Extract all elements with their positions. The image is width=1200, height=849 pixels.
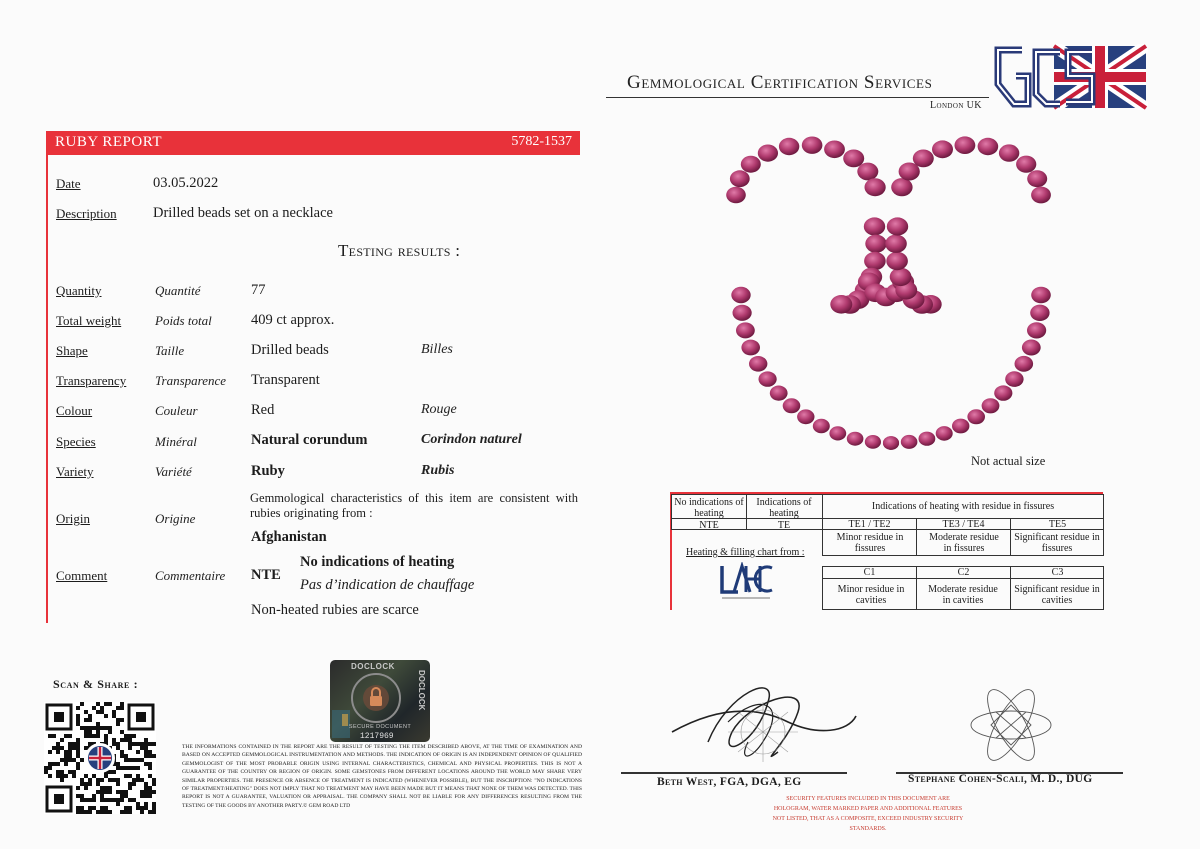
ruby-bead	[731, 287, 750, 303]
cavity-desc: Minor residue in cavities	[837, 584, 905, 606]
report-number: 5782-1537	[511, 134, 572, 149]
ruby-bead	[999, 144, 1019, 161]
row-value-fr: Corindon naturel	[421, 432, 522, 447]
col1-code: NTE	[699, 520, 719, 531]
header-divider	[606, 97, 989, 98]
ruby-bead	[730, 170, 750, 187]
report-border	[46, 155, 48, 623]
comment-code: NTE	[251, 567, 281, 583]
hologram-serial: 1217969	[360, 732, 394, 741]
row-value: Drilled beads	[251, 342, 329, 358]
row-label: Colour	[56, 403, 93, 418]
cavity-code: C2	[957, 567, 970, 578]
ruby-bead	[865, 178, 886, 196]
not-actual-size-caption: Not actual size	[971, 454, 1046, 468]
hologram-caption: SECURE DOCUMENT	[348, 724, 412, 730]
necklace-photo	[726, 135, 1056, 455]
row-label-fr: Variété	[155, 464, 192, 479]
origin-label-fr: Origine	[155, 511, 196, 526]
ruby-bead	[886, 252, 908, 270]
col1-title: No indications of heating	[674, 497, 744, 519]
row-label: Shape	[56, 343, 88, 358]
row-value: Red	[251, 402, 275, 418]
ruby-bead	[749, 356, 767, 372]
row-label-fr: Minéral	[155, 434, 197, 449]
row-label-fr: Taille	[155, 343, 185, 358]
origin-text: Gemmological characteristics of this item are consistent with rubies originating from :	[250, 491, 578, 520]
ruby-bead	[1016, 156, 1036, 173]
origin-value: Afghanistan	[251, 529, 327, 545]
comment-line2: Pas d’indication de chauffage	[300, 577, 475, 593]
hologram-brand-side: DOCLOCK	[417, 670, 426, 711]
hologram-brand: DOCLOCK	[351, 662, 395, 671]
ruby-bead	[901, 435, 918, 449]
fissure-code: TE1 / TE2	[848, 519, 891, 530]
signature-right-emblem	[968, 682, 1054, 768]
comment-label-fr: Commentaire	[155, 568, 226, 583]
cavity-desc: Moderate residue in cavities	[928, 584, 998, 606]
fissure-desc: Moderate residue in fissures	[929, 532, 999, 554]
lfg-logo	[716, 562, 776, 604]
row-value: 77	[251, 282, 266, 298]
comment-line1: No indications of heating	[300, 554, 455, 570]
company-location: London UK	[930, 100, 982, 111]
date-value: 03.05.2022	[153, 175, 219, 191]
row-value-fr: Rouge	[421, 402, 457, 417]
ruby-bead	[741, 156, 761, 173]
fissure-desc: Minor residue in fissures	[836, 532, 904, 554]
ruby-bead	[1027, 322, 1046, 338]
ruby-bead	[936, 426, 953, 441]
description-value: Drilled beads set on a necklace	[153, 205, 333, 221]
ruby-bead	[865, 435, 881, 449]
ruby-bead	[824, 141, 845, 159]
ruby-bead	[829, 426, 846, 440]
scan-share-label: Scan & Share :	[53, 677, 139, 691]
ruby-bead	[783, 398, 801, 413]
signature-name-left: Beth West, FGA, DGA, EG	[657, 776, 802, 788]
row-value: Transparent	[251, 372, 320, 388]
description-label: Description	[56, 206, 117, 221]
residue-title: Indications of heating with residue in fissures	[871, 501, 1055, 512]
ruby-bead	[1027, 170, 1047, 187]
ruby-bead	[843, 150, 864, 168]
ruby-bead	[758, 145, 778, 162]
ruby-bead	[865, 235, 886, 253]
ruby-bead	[813, 419, 830, 434]
row-divider	[822, 578, 1104, 579]
ruby-bead	[864, 217, 885, 235]
ruby-bead	[1031, 187, 1051, 204]
cavity-code: C3	[1051, 567, 1064, 578]
ruby-bead	[733, 305, 752, 321]
ruby-bead	[978, 138, 999, 155]
row-label: Species	[56, 434, 96, 449]
ruby-bead	[1005, 371, 1023, 387]
ruby-bead	[770, 386, 788, 401]
ruby-bead	[1022, 340, 1041, 356]
signature-name-right: Stephane Cohen-Scali, M. D., DUG	[908, 773, 1093, 785]
row-value-fr: Rubis	[421, 463, 455, 478]
row-label: Variety	[56, 464, 94, 479]
row-value: Ruby	[251, 463, 285, 479]
row-label-fr: Poids total	[155, 313, 212, 328]
ruby-bead	[1015, 356, 1034, 372]
ruby-bead	[802, 137, 823, 154]
row-label: Transparency	[56, 373, 127, 388]
row-label-fr: Transparence	[155, 373, 227, 388]
ruby-bead	[830, 295, 852, 314]
date-label: Date	[56, 176, 81, 191]
row-value: Natural corundum	[251, 432, 368, 448]
ruby-bead	[1031, 287, 1051, 304]
comment-label: Comment	[56, 568, 108, 583]
disclaimer-text: THE INFORMATIONS CONTAINED IN THE REPORT ARE THE RESULT OF TESTING THE ITEM DESCRIBED ABOVE, AT THE TIME OF EXAMINATION AND BASED ON ACCEPTED GEMMOLOGICAL INSTRUMENTATION AND METHODS. THE INDICATION OF ORIGIN IS AN INDEPENDENT OPINION OF QUALIFIED GEMMOLOGIST OF THE MOST PROBABLE ORIGIN USING INTERNAL CHARACTERISTICS, CHEMICAL AND PHYSICAL PROPERTIES. THIS IS NOT A GUARANTEE OF THE COUNTRY OR REGION OF ORIGIN. SOME GEMSTONES FROM DIFFERENT LOCATIONS AROUND THE WORLD MAY SHARE VERY SIMILAR PROPERTIES. THE PRESENCE OR ABSENCE OF TREATMENT IS INDICATED (WHENEVER POSSIBLE), BUT THE INSCRIPTION: "NO INDICATIONS OF TREATMENT/HEATING" DOES NOT IMPLY THAT NO TREATMENT MAY HAVE BEEN MADE BUT IT MEANS THAT NONE OF THEM WAS DETECTED. THIS REPORT IS NOT A GUARANTEE, VALUATION OR APPRAISAL. THE COMPANY SHALL NOT BE LIABLE FOR ANY DIFFERENCES RESULTING FROM THE TESTING OF THE GOODS BY ANOTHER PARTY.© GEM ROAD LTD	[182, 744, 582, 809]
cavity-code: C1	[863, 567, 876, 578]
ruby-bead	[913, 150, 934, 168]
qr-code[interactable]	[44, 702, 156, 814]
ruby-bead	[779, 138, 799, 155]
testing-results-heading: Testing results :	[338, 241, 461, 260]
row-value-fr: Billes	[421, 342, 453, 357]
row-label-fr: Quantité	[155, 283, 201, 298]
ruby-bead	[883, 436, 899, 450]
ruby-bead	[759, 371, 777, 386]
row-label: Total weight	[56, 313, 122, 328]
comment-line3: Non-heated rubies are scarce	[251, 602, 419, 618]
fissure-code: TE5	[1048, 519, 1067, 530]
row-label-fr: Couleur	[155, 403, 198, 418]
row-label: Quantity	[56, 283, 102, 298]
ruby-bead	[891, 178, 912, 196]
ruby-bead	[741, 340, 760, 356]
origin-label: Origin	[56, 511, 90, 526]
ruby-bead	[1030, 305, 1049, 321]
col-divider	[746, 494, 747, 530]
ruby-bead	[885, 235, 907, 253]
signature-left	[668, 672, 858, 772]
ruby-bead	[726, 187, 746, 204]
fissure-desc: Significant residue in fissures	[1014, 532, 1100, 554]
company-name: Gemmological Certification Services	[627, 72, 933, 93]
ruby-bead	[797, 409, 814, 424]
row-value: 409 ct approx.	[251, 312, 335, 328]
gcs-logo	[992, 44, 1148, 110]
ruby-bead	[967, 409, 985, 424]
ruby-bead	[955, 136, 976, 154]
cavity-desc: Significant residue in cavities	[1014, 584, 1100, 606]
ruby-bead	[994, 385, 1012, 400]
ruby-bead	[919, 432, 936, 446]
ruby-bead	[952, 419, 969, 434]
fissure-code: TE3 / TE4	[942, 519, 985, 530]
ruby-bead	[736, 322, 755, 338]
doclock-hologram	[330, 660, 430, 742]
col2-title: Indications of heating	[756, 497, 812, 519]
ruby-bead	[932, 140, 953, 158]
signature-line-left	[621, 772, 847, 774]
col2-code: TE	[777, 520, 791, 531]
ruby-bead	[864, 252, 886, 270]
ruby-bead	[847, 432, 864, 446]
report-title: RUBY REPORT	[55, 134, 162, 150]
chart-from-label: Heating & filling chart from :	[686, 547, 805, 558]
ruby-bead	[982, 398, 1000, 413]
ruby-bead	[857, 163, 878, 181]
ruby-bead	[887, 217, 908, 235]
security-note: SECURITY FEATURES INCLUDED IN THIS DOCUMENT ARE HOLOGRAM, WATER MARKED PAPER AND ADDITIONAL FEATURES NOT LISTED, THAT AS A COMPOSITE, EXCEED INDUSTRY SECURITY STANDARDS.	[772, 796, 964, 832]
ruby-bead	[890, 268, 912, 286]
